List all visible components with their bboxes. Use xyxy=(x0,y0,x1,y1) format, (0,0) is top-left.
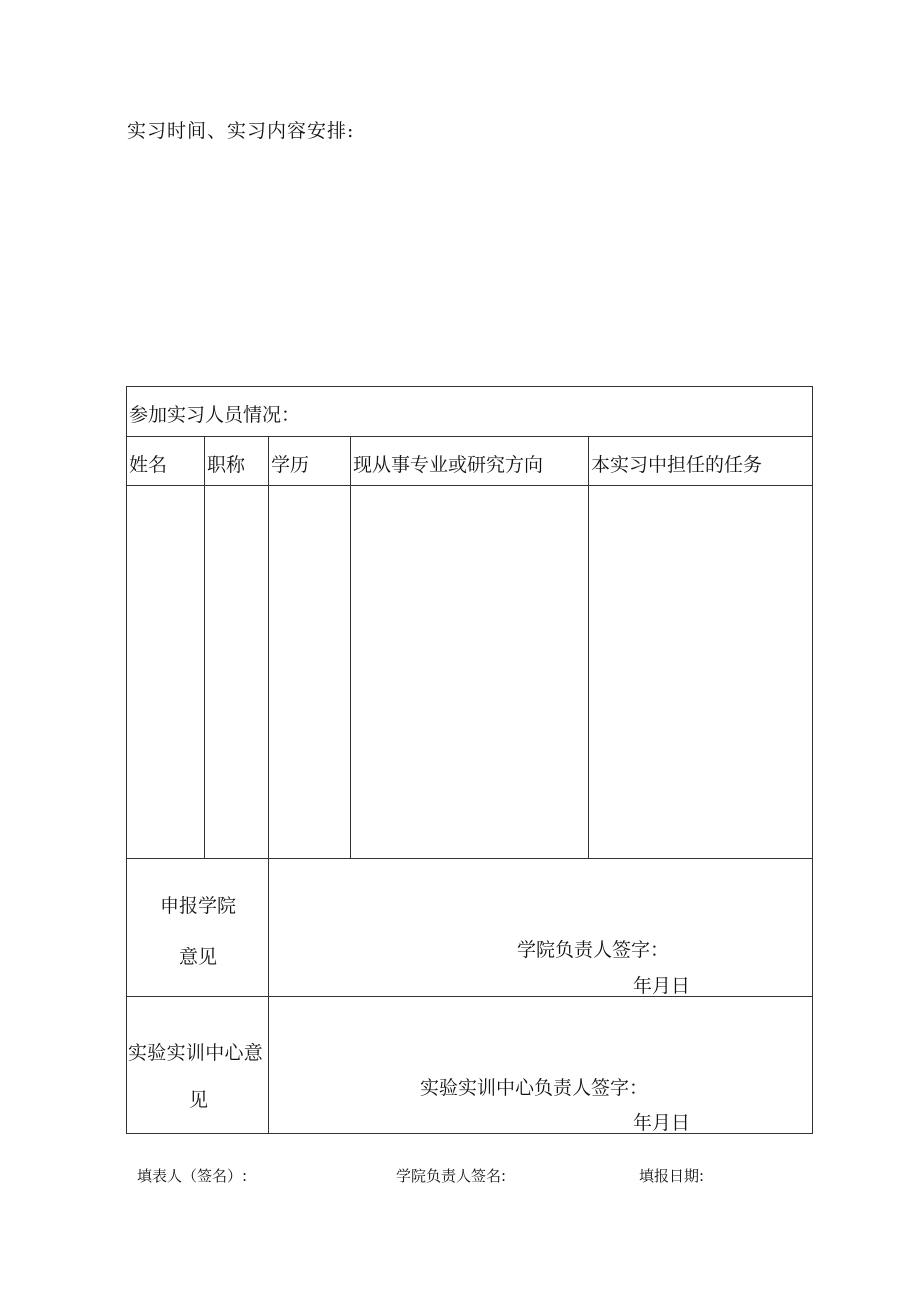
schedule-heading: 实习时间、实习内容安排: xyxy=(127,120,355,142)
header-task: 本实习中担任的任务 xyxy=(591,454,763,476)
row-divider xyxy=(126,996,813,997)
footer-fill-date: 填报日期: xyxy=(639,1167,705,1185)
table-border-bottom xyxy=(126,1133,813,1134)
center-opinion-label-2: 见 xyxy=(189,1089,209,1111)
column-divider xyxy=(588,436,589,859)
college-signature-label: 学院负责人签字： xyxy=(517,939,670,961)
row-divider xyxy=(126,436,813,437)
college-opinion-label-2: 意见 xyxy=(179,946,218,968)
table-border-left xyxy=(126,386,127,1134)
table-border-top xyxy=(126,386,813,387)
college-opinion-label-1: 申报学院 xyxy=(160,895,237,917)
header-name: 姓名 xyxy=(129,454,168,476)
center-signature-label: 实验实训中心负责人签字： xyxy=(420,1077,649,1099)
footer-filler-signature: 填表人（签名）: xyxy=(137,1167,248,1185)
column-divider xyxy=(204,436,205,859)
header-research-direction: 现从事专业或研究方向 xyxy=(353,454,544,476)
footer-college-head-signature: 学院负责人签名: xyxy=(396,1167,507,1185)
column-divider xyxy=(350,436,351,859)
row-divider xyxy=(126,858,813,859)
table-border-right xyxy=(812,386,813,1134)
header-title: 职称 xyxy=(207,454,246,476)
college-date-label: 年月日 xyxy=(633,975,691,997)
row-divider xyxy=(126,485,813,486)
header-education: 学历 xyxy=(271,454,310,476)
center-date-label: 年月日 xyxy=(633,1112,691,1134)
center-opinion-label-1: 实验实训中心意 xyxy=(128,1042,264,1064)
participants-title: 参加实习人员情况： xyxy=(129,404,301,426)
opinion-column-divider xyxy=(268,858,269,1134)
column-divider xyxy=(268,436,269,859)
